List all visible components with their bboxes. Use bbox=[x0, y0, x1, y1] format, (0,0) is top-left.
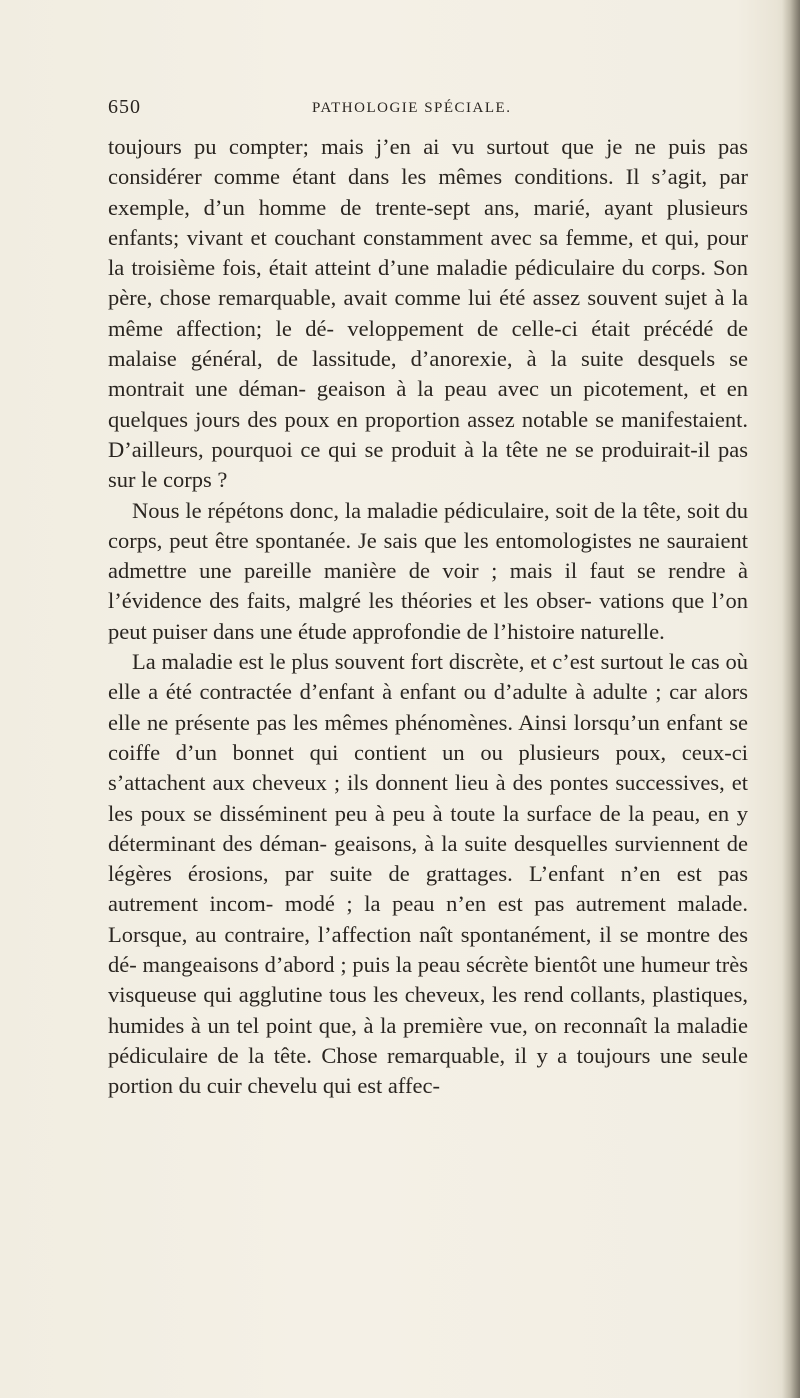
body-text bbox=[108, 132, 748, 1102]
page-binding-edge bbox=[782, 0, 800, 1398]
page-header bbox=[108, 96, 748, 128]
page-number: 650 bbox=[108, 96, 141, 118]
paragraph-3: La maladie est le plus souvent fort discrète, et c’est surtout le cas où elle a été contractée d’enfant à enfant ou d’adulte à adulte ; car alors elle ne présente pas les mêmes phénomènes. Ainsi lorsqu’un enfant se coiffe d’un bonnet qui contient un ou plusieurs poux, ceux-ci s’attachent aux cheveux ; ils donnent lieu à des pontes successives, et les poux se disséminent peu à peu à toute la surface de la peau, en y déterminant des déman- geaisons, à la suite desquelles surviennent de légères érosions, par suite de grattages. L’enfant n’en est pas autrement incom- modé ; la peau n’en est pas autrement malade. Lorsque, au contraire, l’affection naît spontanément, il se montre des dé- mangeaisons d’abord ; puis la peau sécrète bientôt une humeur très visqueuse qui agglutine tous les cheveux, les rend collants, plastiques, humides à un tel point que, à la première vue, on reconnaît la maladie pédiculaire de la tête. Chose remarquable, il y a toujours une seule portion du cuir chevelu qui est affec- bbox=[108, 649, 748, 1099]
running-head: PATHOLOGIE SPÉCIALE. bbox=[312, 100, 512, 116]
paragraph-2: Nous le répétons donc, la maladie pédiculaire, soit de la tête, soit du corps, peut être spontanée. Je sais que les entomologistes ne sauraient admettre une pareille manière de voir ; mais il faut se rendre à l’évidence des faits, malgré les théories et les obser- vations que l’on peut puiser dans une étude approfondie de l’histoire naturelle. bbox=[108, 497, 748, 644]
paragraph-1: toujours pu compter; mais j’en ai vu surtout que je ne puis pas considérer comme étant dans les mêmes conditions. Il s’agit, par exemple, d’un homme de trente-sept ans, marié, ayant plusieurs enfants; vivant et couchant constamment avec sa femme, et qui, pour la troisième fois, était atteint d’une maladie pédiculaire du corps. Son père, chose remarquable, avait comme lui été assez souvent sujet à la même affection; le dé- veloppement de celle-ci était précédé de malaise général, de lassitude, d’anorexie, à la suite desquels se montrait une déman- geaison à la peau avec un picotement, et en quelques jours des poux en proportion assez notable se manifestaient. D’ailleurs, pourquoi ce qui se produit à la tête ne se produirait-il pas sur le corps ? bbox=[108, 134, 748, 493]
